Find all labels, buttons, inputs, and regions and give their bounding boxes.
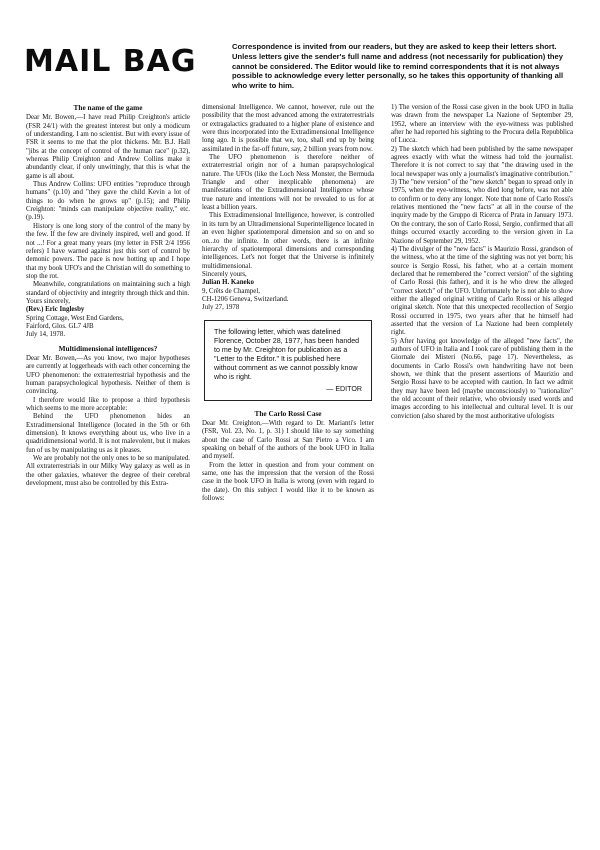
- letter-paragraph: From the letter in question and from your comment on same, one has the impression that the version of the Rossi case in the book UFO in Italia is wrong (even with regard to the date). On this subject I would like it to be known as follows:: [202, 461, 374, 503]
- letter-address-line: 9, Crêts de Champel,: [202, 287, 260, 295]
- letter-paragraph: Thus Andrew Collins: UFO entities "reproduce through humans" (p.10) and "they gave the child Kevin a lot of things to do when he grows up" (p.15); and Philip Creighton: "minds can manipulate objective reality," etc. (p.19).: [26, 181, 190, 222]
- letter-closing: Yours sincerely,: [26, 297, 71, 305]
- letter-date: July 14, 1978.: [26, 331, 66, 339]
- numbered-point: 1) The version of the Rossi case given in the book UFO in Italia was drawn from the newspaper La Nazione of September 29, 1952, where an interview with the eye-witness was published after he had reported his sighting to the Procura della Repubblica of Lucca.: [391, 104, 573, 145]
- column-1: [26, 104, 190, 488]
- letter-address-line: CH-1206 Geneva, Switzerland.: [202, 295, 289, 303]
- letter-paragraph: Meanwhile, congratulations on maintaining such a high standard of objectivity and integrity through thick and thin.: [26, 281, 190, 297]
- letter-paragraph: The UFO phenomenon is therefore neither of extraterrestrial origin nor of a human parapsychological nature. The UFOs (like the Loch Ness Monster, the Bermuda Triangle and other inexplicable phenomena) are manifestations of the Extradimensional Intelligence whose true nature and intentions will not be revealed to us for at least a billion years.: [202, 154, 374, 212]
- letter-heading: Multidimensional intelligences?: [58, 343, 158, 353]
- letter-paragraph: Dear Mr. Bowen,—As you know, two major hypotheses are currently at loggerheads with each other concerning the UFO phenomenon: the extraterrestrial hypothesis and the human parapsychological hypothesis. Neither of them is convincing.: [26, 354, 190, 396]
- column-2: [202, 104, 374, 503]
- letter-paragraph: Dear Mr. Creighton,—With regard to Dr. Marianti's letter (FSR, Vol. 23, No. 1, p. 31) I should like to say something about the case of Carlo Rossi at San Pietro a Vico. I am speaking on behalf of the authors of the book UFO in Italia and myself.: [202, 419, 374, 461]
- letter-date: July 27, 1978: [202, 304, 240, 312]
- intro-notice: Correspondence is invited from our readers, but they are asked to keep their letters short. Unless letters give the sender's full name and address (not necessarily for publication) they cannot be considered. The Editor would like to remind correspondents that it is not always possible to acknowledge every letter personally, so he takes this opportunity of thanking all who write to him.: [232, 42, 564, 91]
- letter-signer: Julian H. Kaneko: [202, 279, 254, 287]
- letter-address-line: Fairford, Glos. GL7 4JB: [26, 322, 94, 330]
- letter-paragraph: dimensional Intelligence. We cannot, however, rule out the possibility that the most advanced among the extraterrestrials or extragalactics graduated to a higher plane of existence and were thus incorporated into the Extradimensional Intelligence long ago. It is possible that we, too, shall end up by being assimilated in the far-off future, say, 2 billion years from now.: [202, 104, 374, 153]
- editor-note-box: [204, 320, 372, 401]
- letter-address-line: Spring Cottage, West End Gardens,: [26, 314, 124, 322]
- letter-paragraph: History is one long story of the control of the many by the few. If the few are divinely inspired, well and good. If not ...! For a great many years (my letter in FSR 2/4 1956 refers) I have warned against just this sort of control by demonic powers. The pace is now hotting up and I hope that my book UFO's and the Christian will do something to stop the rot.: [26, 222, 190, 280]
- page-title: MAIL BAG: [24, 44, 197, 79]
- numbered-point: 2) The sketch which had been published by the same newspaper agrees exactly with what the witness had told the journalist. Therefore it is not correct to say that "the drawing used in the local newspaper was only a journalist's imaginative contribution.": [391, 145, 573, 178]
- column-3: [391, 104, 573, 421]
- numbered-point: 4) The divulger of the "new facts" is Maurizio Rossi, grandson of the witness, who at the time of the sighting was not yet born; his source is Sergio Rossi, his father, who at a certain moment declared that he remembered the "correct version" of the sighting of Carlo Rossi (his father), and it is he who drew the alleged "correct sketch" of the UFO. Unfortunately he is not able to show either the alleged original writing of Carlo Rossi or his alleged original sketch. Note that this unexpected recollection of Sergio Rossi occurred in 1975, two years after that he himself had asserted that the version of La Nazione had been completely right.: [391, 245, 573, 337]
- letter-paragraph: Dear Mr. Bowen,—I have read Philip Creighton's article (FSR 24/1) with the greatest interest but only a modicum of understanding. I am no scientist. But with every issue of FSR it seems to me that the plot thickens. Mr. B.J. Hall "jibs at the concept of control of the human race" (p.32), whereas Philip Creighton and Andrew Collins make it abundantly clear, if only unwittingly, that this is what the game is all about.: [26, 114, 190, 180]
- editor-signature: — EDITOR: [326, 384, 362, 393]
- letter-paragraph: This Extradimensional Intelligence, however, is controlled in its turn by an Ultradimensional Superintelligence located in an even higher spatiotemporal dimension and so on and so on...to the infinite. In other words, there is an infinite hierarchy of spatiotemporal dimensions and corresponding intelligences. Let's not forget that the Universe is infinitely multidimensional.: [202, 212, 374, 270]
- letter-closing: Sincerely yours,: [202, 270, 247, 278]
- letter-paragraph: I therefore would like to propose a third hypothesis which seems to me more acceptable:: [26, 396, 190, 413]
- letter-heading: The Carlo Rossi Case: [254, 408, 322, 418]
- letter-paragraph: Behind the UFO phenomenon hides an Extradimensional Intelligence (located in the 5th or 6th dimension). It knows everything about us, who live in a quadridimensional world. It is not malevolent, but it makes fun of us by manipulating us as it pleases.: [26, 413, 190, 454]
- numbered-point: 5) After having got knowledge of the alleged "new facts", the authors of UFO in Italia and I took care of publishing them in the Giornale dei Misteri (No.66, page 17). Nevertheless, as documents in Carlo Rossi's own handwriting have not been shown, we think that the present assertions of Maurizio and Sergio Rossi have to be accepted with caution. In fact we admit they may have been led (maybe unconsciously) to "rationalize" the old account of their relative, who obviously used words and images according to his intellectual and cultural level. It is our conviction (also shared by the most authoritative ufologists: [391, 337, 573, 420]
- numbered-point: 3) The "new version" of the "new sketch" began to spread only in 1975, when the eye-witness, who died long before, was not able to confirm or to deny any longer. Note that none of Carlo Rossi's relatives mentioned the "new facts" at all in the course of the inquiry made by the Gruppo di Ricerca of Prata in January 1973. On the contrary, the son of Carlo Rossi, Sergio, confirmed that all things occurred exactly according to the version given in La Nazione of September 29, 1952.: [391, 179, 573, 245]
- letter-paragraph: We are probably not the only ones to be so manipulated. All extraterrestrials in our Milky Way galaxy as well as in the other galaxies, whatever the degree of their cerebral development, must also be controlled by this Extra-: [26, 455, 190, 488]
- editor-note-text: The following letter, which was datelined Florence, October 28, 1977, has been handed to me by Mr. Creighton for publication as a "Letter to the Editor." It is published here without comment as we cannot possibly know who is right.: [214, 327, 360, 381]
- letter-signer: (Rev.) Eric Inglesby: [26, 306, 85, 314]
- letter-heading: The name of the game: [73, 103, 143, 112]
